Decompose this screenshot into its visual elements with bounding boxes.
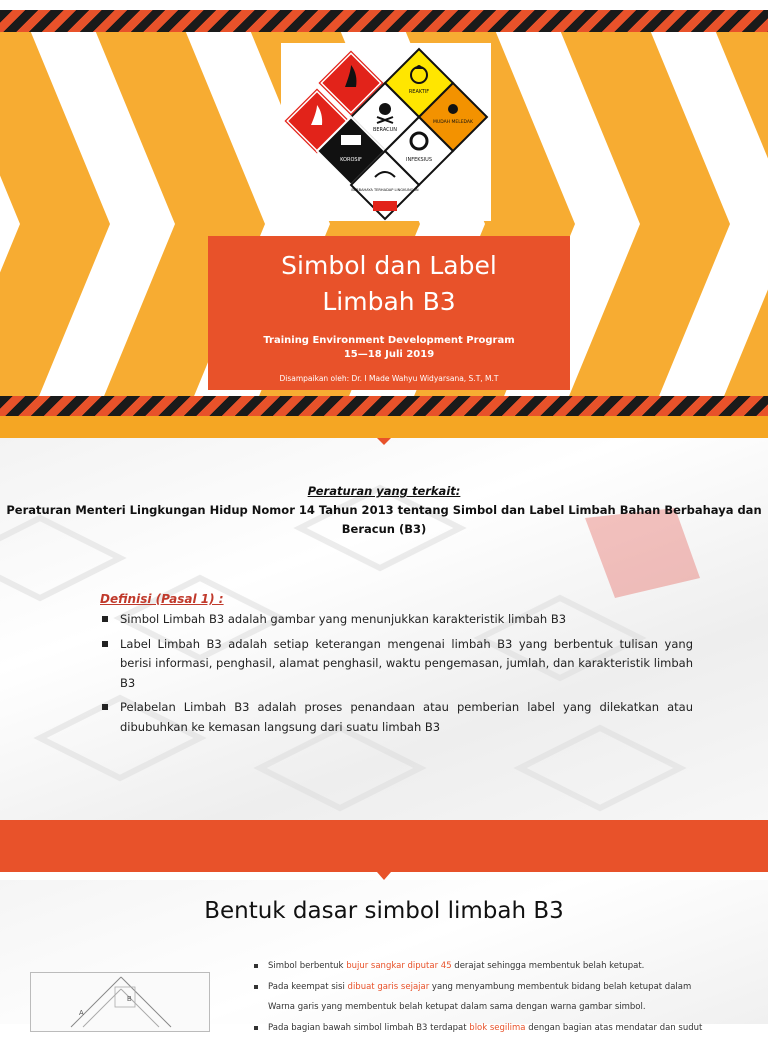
hazard-stripe-top: [0, 10, 768, 32]
label-reaktif: REAKTIF: [409, 89, 429, 95]
rule-text: Pada keempat sisi: [268, 982, 348, 992]
rule-text: Warna garis yang membentuk belah ketupat dalam sama dengan warna gambar simbol.: [268, 1002, 646, 1012]
hazard-symbols-image: [281, 43, 491, 221]
slide-title-line2: Limbah B3: [208, 284, 570, 320]
list-item: [100, 698, 693, 737]
definition-text: Simbol Limbah B3 adalah gambar yang menunjukkan karakteristik limbah B3: [120, 612, 566, 626]
bullet-icon: [102, 641, 108, 647]
shape-rules-list: [252, 956, 742, 1038]
rule-highlight: bujur sangkar diputar 45: [346, 961, 451, 971]
rule-text: yang menyambung membentuk bidang belah ketupat dalam: [429, 982, 691, 992]
presenter: Disampaikan oleh: Dr. I Made Wahyu Widyarsana, S.T, M.T: [208, 374, 570, 384]
label-beracun: BERACUN: [373, 127, 397, 133]
diagram-label-a: A: [79, 1010, 84, 1017]
rule-highlight: dibuat garis sejajar: [348, 982, 430, 992]
label-korosif: KOROSIF: [340, 157, 362, 163]
subtitle-date: 15—18 Juli 2019: [208, 348, 570, 362]
definition-list: [100, 610, 693, 742]
list-item: [100, 635, 693, 694]
hazard-stripe-bottom: [0, 396, 768, 418]
slide3-title: Bentuk dasar simbol limbah B3: [0, 898, 768, 924]
slide-notch: [377, 438, 391, 445]
symbol-diagram: [30, 972, 210, 1032]
slide-notch: [377, 872, 391, 880]
regulation-heading: Peraturan yang terkait:: [0, 484, 768, 498]
slide-separator-bar: [0, 820, 768, 872]
diamond-diagram-icon: [31, 973, 211, 1033]
list-item: [100, 610, 693, 630]
rule-text: dengan bagian atas mendatar dan sudut: [526, 1023, 703, 1033]
list-item: [252, 1018, 742, 1038]
label-lingkungan: BERBAHAYA TERHADAP LINGKUNGAN: [351, 188, 419, 192]
label-infeksius: INFEKSIUS: [406, 157, 432, 163]
bullet-icon: [254, 985, 258, 989]
definition-text: Pelabelan Limbah B3 adalah proses penandaan atau pemberian label yang dilekatkan atau dibubuhkan ke kemasan langsung dari suatu limbah B3: [120, 700, 693, 734]
bullet-icon: [102, 616, 108, 622]
list-item: [252, 956, 742, 977]
label-mudah-meledak: MUDAH MELEDAK: [433, 119, 474, 125]
title-box: [208, 236, 570, 390]
rule-text: Simbol berbentuk: [268, 961, 346, 971]
rule-highlight: blok segilima: [469, 1023, 525, 1033]
title-slide: [0, 0, 768, 438]
hazard-diamonds-icon: [281, 43, 491, 221]
rule-text: Pada bagian bawah simbol limbah B3 terdapat: [268, 1023, 469, 1033]
list-item-continuation: [252, 997, 742, 1018]
symbol-shape-slide: [0, 880, 768, 1024]
subtitle-program: Training Environment Development Program: [208, 334, 570, 348]
diagram-label-b: B: [127, 996, 132, 1003]
list-item: [252, 977, 742, 998]
definition-text: Label Limbah B3 adalah setiap keterangan mengenai limbah B3 yang berbentuk tulisan yang berisi informasi, penghasil, alamat penghasil, waktu pengemasan, jumlah, dan karakteristik limbah B3: [120, 637, 693, 690]
bullet-icon: [102, 704, 108, 710]
regulation-text: Peraturan Menteri Lingkungan Hidup Nomor 14 Tahun 2013 tentang Simbol dan Label Limbah Bahan Berbahaya dan Beracun (B3): [6, 501, 762, 539]
bullet-icon: [254, 964, 258, 968]
slide1-footer-band: [0, 416, 768, 438]
rule-text: derajat sehingga membentuk belah ketupat.: [452, 961, 645, 971]
slide-title-line1: Simbol dan Label: [208, 248, 570, 284]
definition-slide: [0, 438, 768, 820]
bullet-icon: [254, 1026, 258, 1030]
definition-heading: Definisi (Pasal 1) :: [100, 592, 224, 606]
